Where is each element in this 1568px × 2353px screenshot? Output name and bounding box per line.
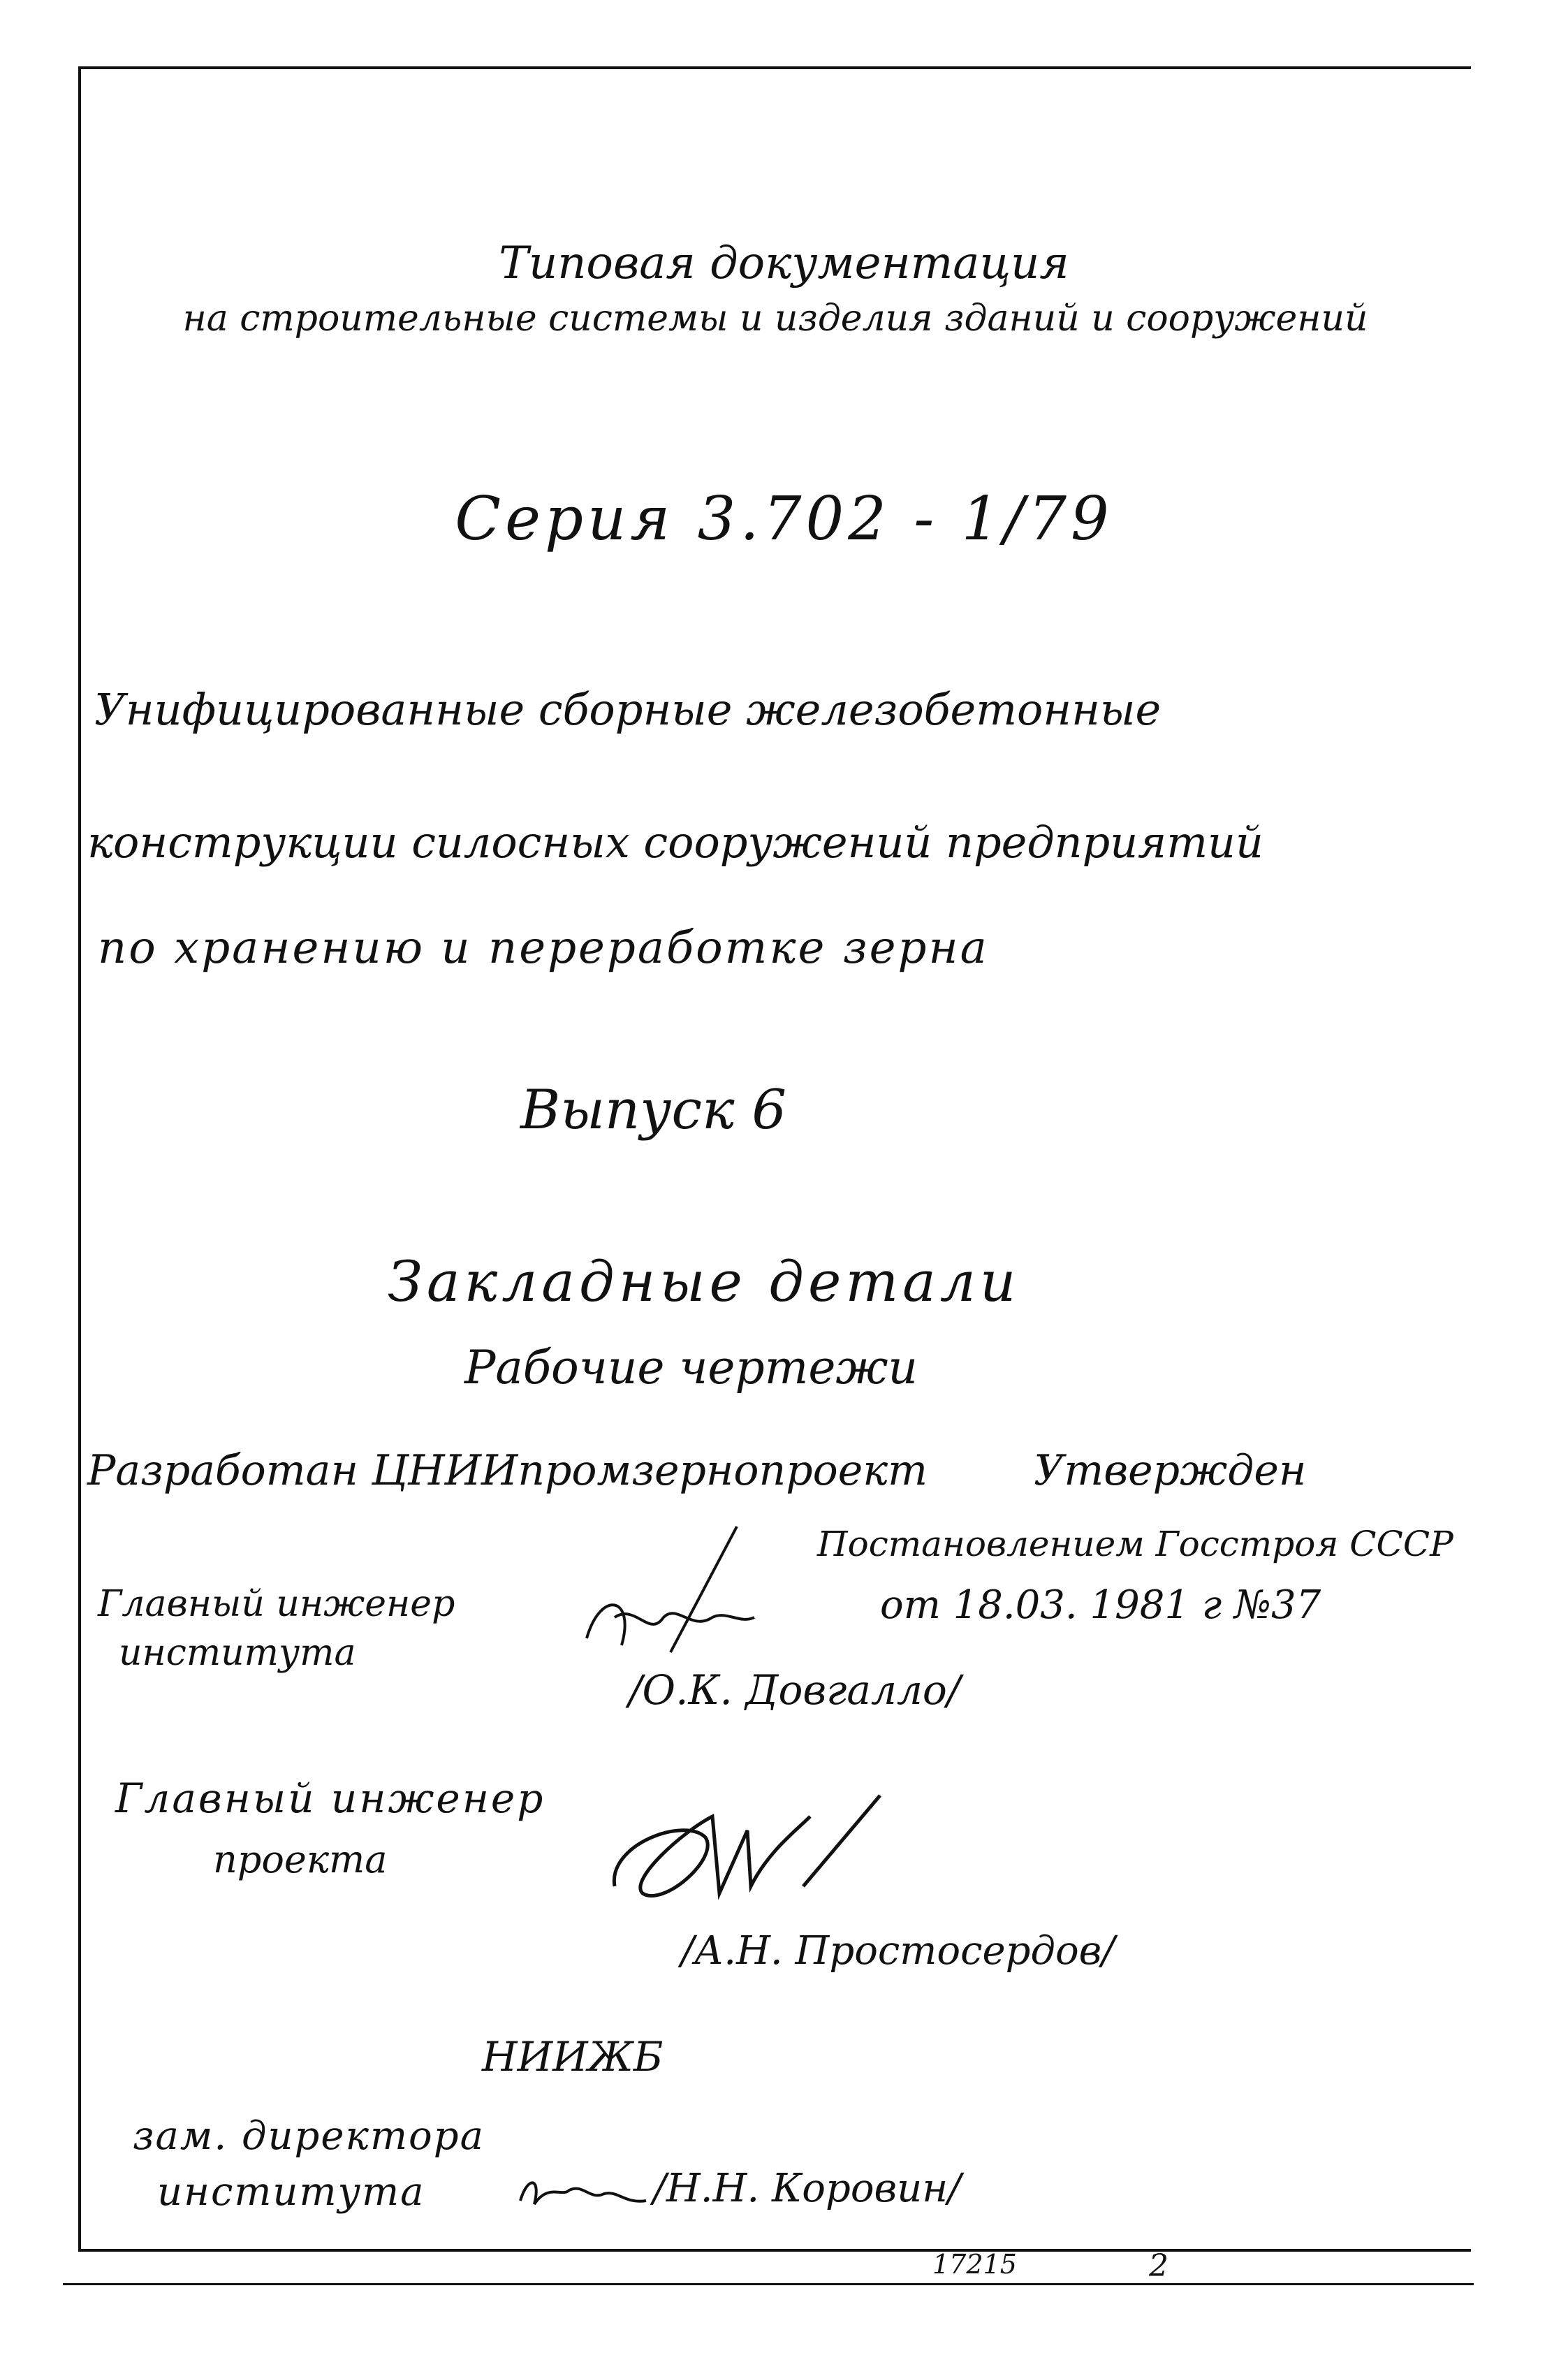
developer-label: Разработан ЦНИИпромзернопроект <box>87 1446 928 1495</box>
niizhb-org: НИИЖБ <box>482 2033 664 2081</box>
approval-text: Постановлением Госстроя СССР <box>817 1524 1453 1564</box>
signatory-2-role-line1: Главный инженер <box>115 1775 545 1822</box>
series-number: Серия 3.702 - 1/79 <box>455 484 1113 554</box>
approval-date: от 18.03. 1981 г №37 <box>880 1582 1321 1628</box>
signature-1 <box>573 1513 782 1659</box>
niizhb-role-line1: зам. директора <box>133 2113 485 2159</box>
signatory-2-role-line2: проекта <box>213 1837 388 1881</box>
signatory-1-name: /О.К. Довгалло/ <box>629 1666 961 1714</box>
document-subtitle: на строительные системы и изделия зданий и сооружений <box>182 298 1368 340</box>
signatory-1-role-line2: института <box>119 1632 356 1674</box>
section-title: Закладные детали <box>388 1249 1020 1314</box>
signatory-1-role-line1: Главный инженер <box>98 1583 455 1625</box>
signatory-2-name: /А.Н. Простосердов/ <box>681 1928 1115 1974</box>
niizhb-name: /Н.Н. Коровин/ <box>653 2166 961 2211</box>
section-subtitle: Рабочие чертежи <box>464 1341 918 1394</box>
issue-number: Выпуск 6 <box>520 1079 787 1142</box>
approved-label: Утвержден <box>1034 1446 1307 1495</box>
signature-2 <box>601 1789 894 1921</box>
signature-3 <box>513 2169 653 2218</box>
description-line-3: по хранению и переработке зерна <box>98 922 989 974</box>
page-number: 2 <box>1149 2248 1168 2284</box>
page-frame <box>78 66 1471 2252</box>
description-line-1: Унифицированные сборные железобетонные <box>94 684 1162 735</box>
description-line-2: конструкции силосных сооружений предприятий <box>87 817 1263 868</box>
document-number: 17215 <box>932 2249 1017 2280</box>
footer-line <box>63 2283 1474 2285</box>
niizhb-role-line2: института <box>157 2169 425 2215</box>
document-title: Типовая документация <box>499 238 1069 289</box>
